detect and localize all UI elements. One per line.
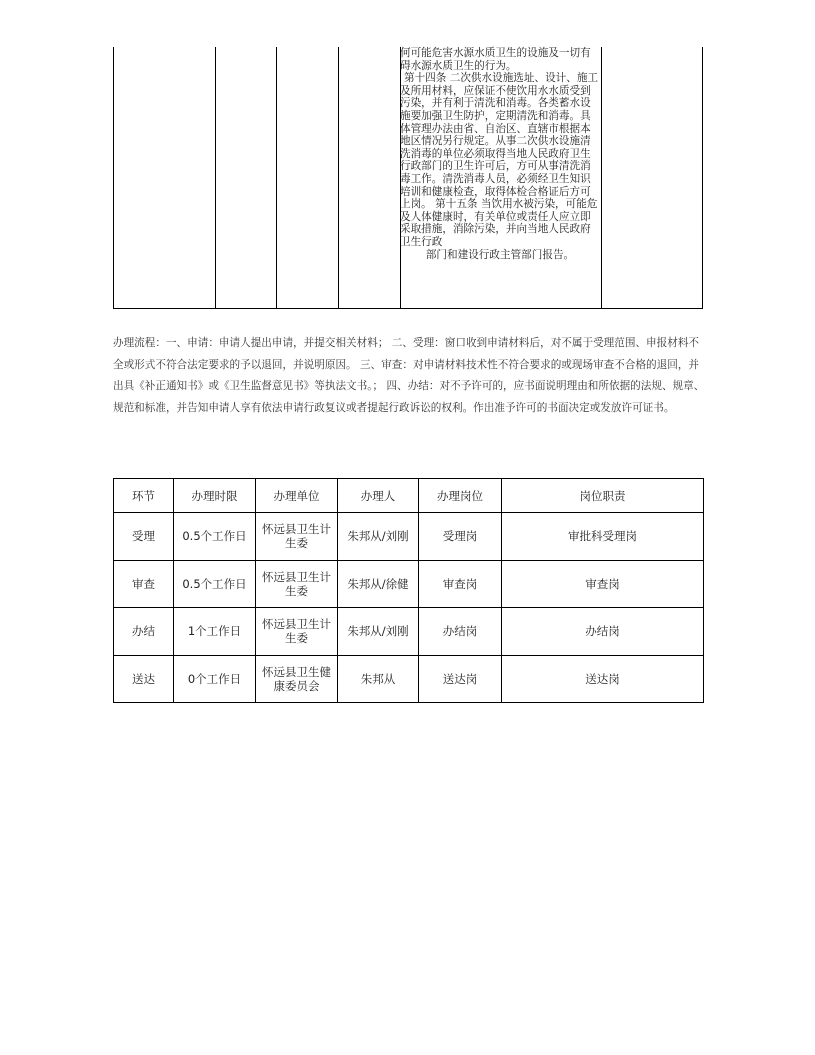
table-row bbox=[114, 513, 704, 561]
process-description bbox=[113, 333, 705, 419]
header-cell: 办理人 bbox=[338, 479, 419, 513]
column-divider bbox=[215, 47, 216, 308]
table-cell: 1个工作日 bbox=[174, 608, 256, 656]
table-cell: 朱邦从/刘刚 bbox=[338, 513, 419, 561]
table-cell: 怀远县卫生健康委员会 bbox=[256, 655, 338, 703]
law-text-line: 何可能危害水源水质卫生的设施及一切有碍水源水质卫生的行为。 bbox=[400, 47, 591, 72]
column-divider bbox=[601, 47, 602, 308]
table-cell: 受理岗 bbox=[419, 513, 502, 561]
header-cell: 岗位职责 bbox=[502, 479, 704, 513]
table-cell: 0.5个工作日 bbox=[174, 513, 256, 561]
table-cell: 朱邦从 bbox=[338, 655, 419, 703]
table-cell: 审批科受理岗 bbox=[502, 513, 704, 561]
table-cell: 送达岗 bbox=[502, 655, 704, 703]
table-cell: 朱邦从/刘刚 bbox=[338, 608, 419, 656]
header-cell: 办理岗位 bbox=[419, 479, 502, 513]
header-cell: 环节 bbox=[114, 479, 174, 513]
table-cell: 怀远县卫生计生委 bbox=[256, 560, 338, 608]
header-cell: 办理单位 bbox=[256, 479, 338, 513]
table-row bbox=[114, 608, 704, 656]
table-cell: 0.5个工作日 bbox=[174, 560, 256, 608]
header-cell: 办理时限 bbox=[174, 479, 256, 513]
table-cell: 怀远县卫生计生委 bbox=[256, 608, 338, 656]
table-cell: 送达 bbox=[114, 655, 174, 703]
law-text-cell bbox=[400, 47, 600, 261]
handling-steps-table bbox=[113, 478, 704, 703]
table-cell: 审查 bbox=[114, 560, 174, 608]
table-cell: 0个工作日 bbox=[174, 655, 256, 703]
table-cell: 办结 bbox=[114, 608, 174, 656]
column-divider bbox=[276, 47, 277, 308]
table-header-row bbox=[114, 479, 704, 513]
table-cell: 办结岗 bbox=[502, 608, 704, 656]
table-cell: 怀远县卫生计生委 bbox=[256, 513, 338, 561]
column-divider bbox=[338, 47, 339, 308]
law-text-line: 部门和建设行政主管部门报告。 bbox=[425, 248, 575, 261]
table-cell: 审查岗 bbox=[502, 560, 704, 608]
table-cell: 受理 bbox=[114, 513, 174, 561]
table-cell: 办结岗 bbox=[419, 608, 502, 656]
process-text: 办理流程：一、申请：申请人提出申请，并提交相关材料； 二、受理：窗口收到申请材料后，对不属于受理范围、申报材料不全或形式不符合法定要求的予以退回，并说明原因。 三、审查：对申请材料技术性不符合要求的或现场审查不合格的退回，并出具《补正通知书》或《卫生监督意见书》等执法文书。； 四、办结：对不予许可的，应书面说明理由和所依据的法规、规章、规范和标准，并告知申请人享有依法申请行政复议或者提起行政诉讼的权利。作出准予许可的书面决定或发放许可证书。 bbox=[113, 337, 705, 414]
table-cell: 审查岗 bbox=[419, 560, 502, 608]
table-row bbox=[114, 560, 704, 608]
table-cell: 送达岗 bbox=[419, 655, 502, 703]
table-row bbox=[114, 655, 704, 703]
table-cell: 朱邦从/徐健 bbox=[338, 560, 419, 608]
law-text-line: 第十四条 二次供水设施选址、设计、施工及所用材料，应保证不使饮用水水质受到污染，并有利于清洗和消毒。各类蓄水设施要加强卫生防护，定期清洗和消毒。具体管理办法由省、自治区、直辖市根据本地区情况另行规定。从事二次供水设施清洗消毒的单位必须取得当地人民政府卫生行政部门的卫生许可后，方可从事清洗消毒工作。清洗消毒人员，必须经卫生知识培训和健康检查，取得体检合格证后方可上岗。 第十五条 当饮用水被污染，可能危及人体健康时，有关单位或责任人应立即采取措施，消除污染，并向当地人民政府卫生行政 bbox=[400, 72, 599, 248]
regulation-table-continuation bbox=[113, 47, 703, 309]
